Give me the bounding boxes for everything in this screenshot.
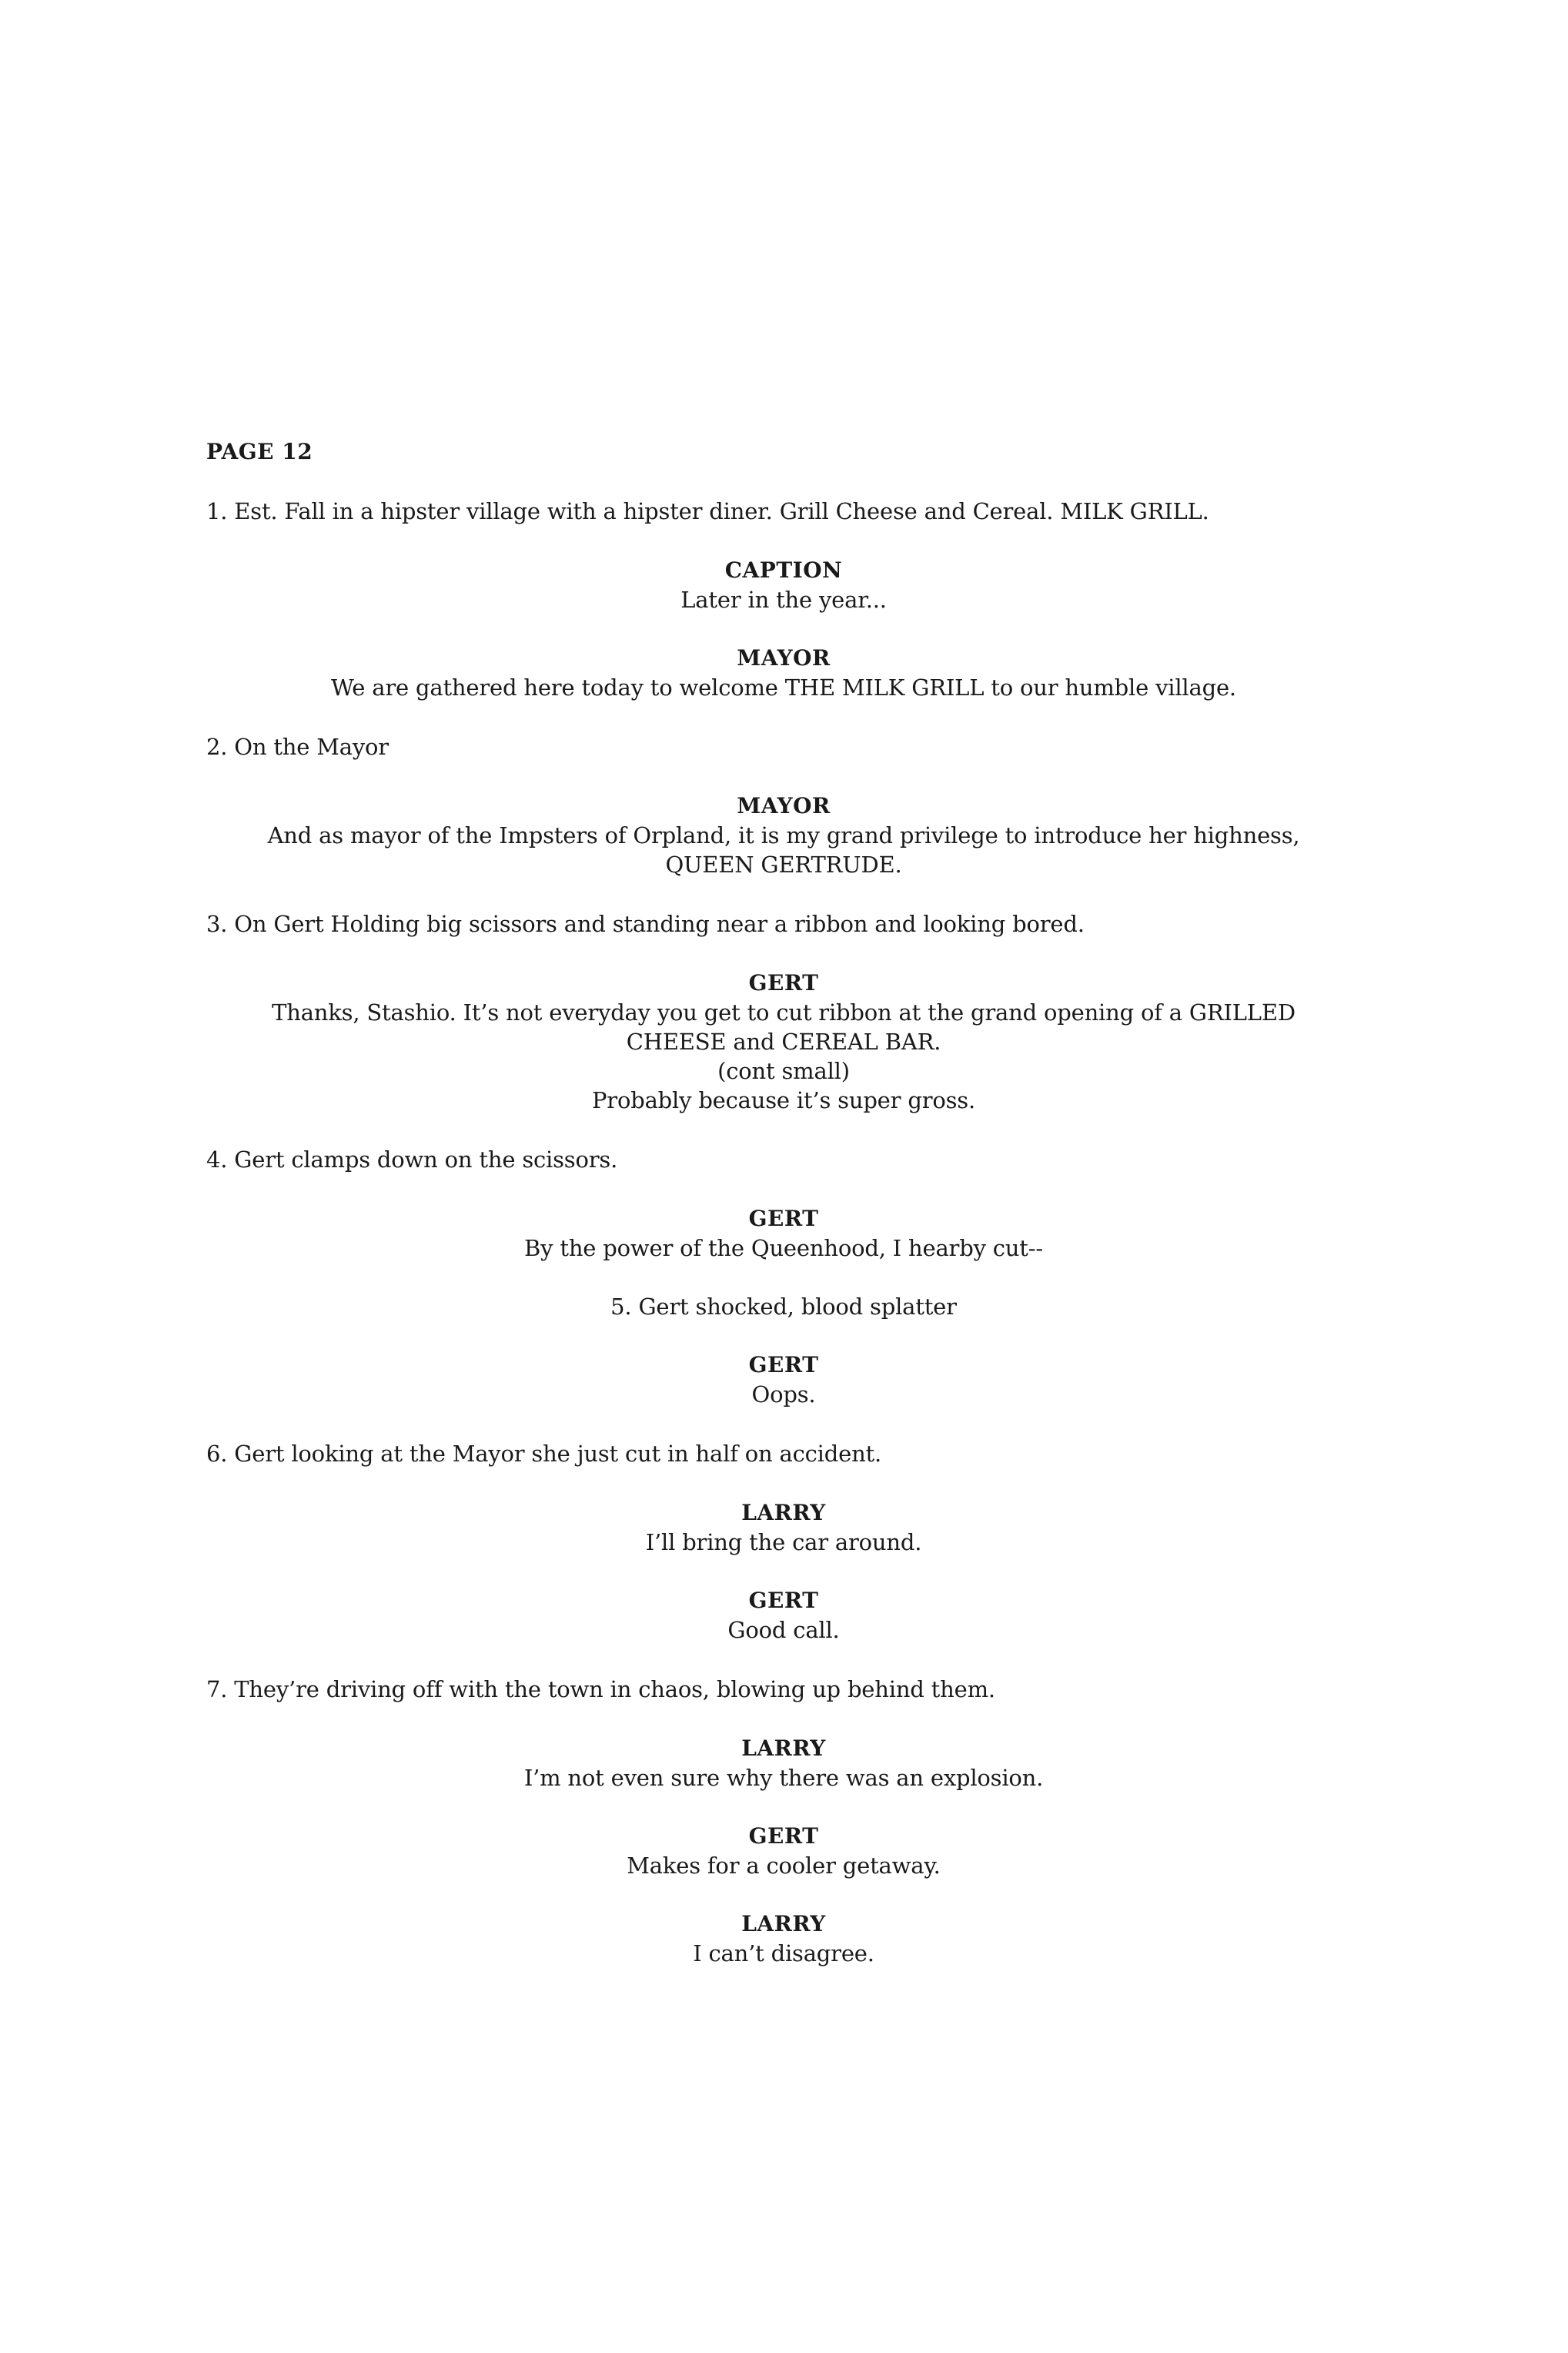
page-heading: PAGE 12 [206,439,313,464]
dialogue-gert: Good call. [727,1617,840,1643]
speaker-gert: GERT [748,1588,819,1613]
dialogue-gert: Makes for a cooler getaway. [627,1853,941,1879]
dialogue-gert: Oops. [751,1381,816,1407]
speaker-caption: CAPTION [724,557,843,583]
dialogue-larry: I’m not even sure why there was an explosion. [523,1765,1044,1791]
panel-description-3: 3. On Gert Holding big scissors and standing near a ribbon and looking bored. [206,911,1085,937]
dialogue-mayor: We are gathered here today to welcome THE MILK GRILL to our humble village. [331,674,1236,701]
speaker-mayor: MAYOR [737,645,831,671]
dialogue-gert: CHEESE and CEREAL BAR. [626,1029,941,1055]
speaker-larry: LARRY [741,1735,826,1761]
dialogue-larry: I can’t disagree. [693,1940,874,1966]
dialogue-gert: Probably because it’s super gross. [591,1087,975,1113]
speaker-gert: GERT [748,1823,819,1849]
speaker-larry: LARRY [741,1911,826,1936]
parenthetical-gert: (cont small) [717,1058,850,1084]
dialogue-larry: I’ll bring the car around. [645,1529,922,1555]
panel-description-2: 2. On the Mayor [206,734,389,760]
speaker-gert: GERT [748,970,819,996]
speaker-gert: GERT [748,1352,819,1377]
speaker-gert: GERT [748,1206,819,1231]
dialogue-gert: Thanks, Stashio. It’s not everyday you get to cut ribbon at the grand opening of a GRILLED [272,999,1296,1026]
panel-description-6: 6. Gert looking at the Mayor she just cut in half on accident. [206,1441,882,1467]
panel-description-5: 5. Gert shocked, blood splatter [610,1294,957,1320]
speaker-mayor: MAYOR [737,793,831,818]
panel-description-4: 4. Gert clamps down on the scissors. [206,1146,618,1173]
panel-description-7: 7. They’re driving off with the town in chaos, blowing up behind them. [206,1676,995,1702]
dialogue-gert: By the power of the Queenhood, I hearby cut-- [524,1235,1043,1261]
dialogue-caption: Later in the year... [680,587,887,613]
dialogue-mayor: QUEEN GERTRUDE. [665,852,902,878]
speaker-larry: LARRY [741,1500,826,1525]
panel-description-1: 1. Est. Fall in a hipster village with a hipster diner. Grill Cheese and Cereal. MILK GRILL. [206,498,1209,524]
dialogue-mayor: And as mayor of the Impsters of Orpland, it is my grand privilege to introduce her highness, [267,822,1300,848]
